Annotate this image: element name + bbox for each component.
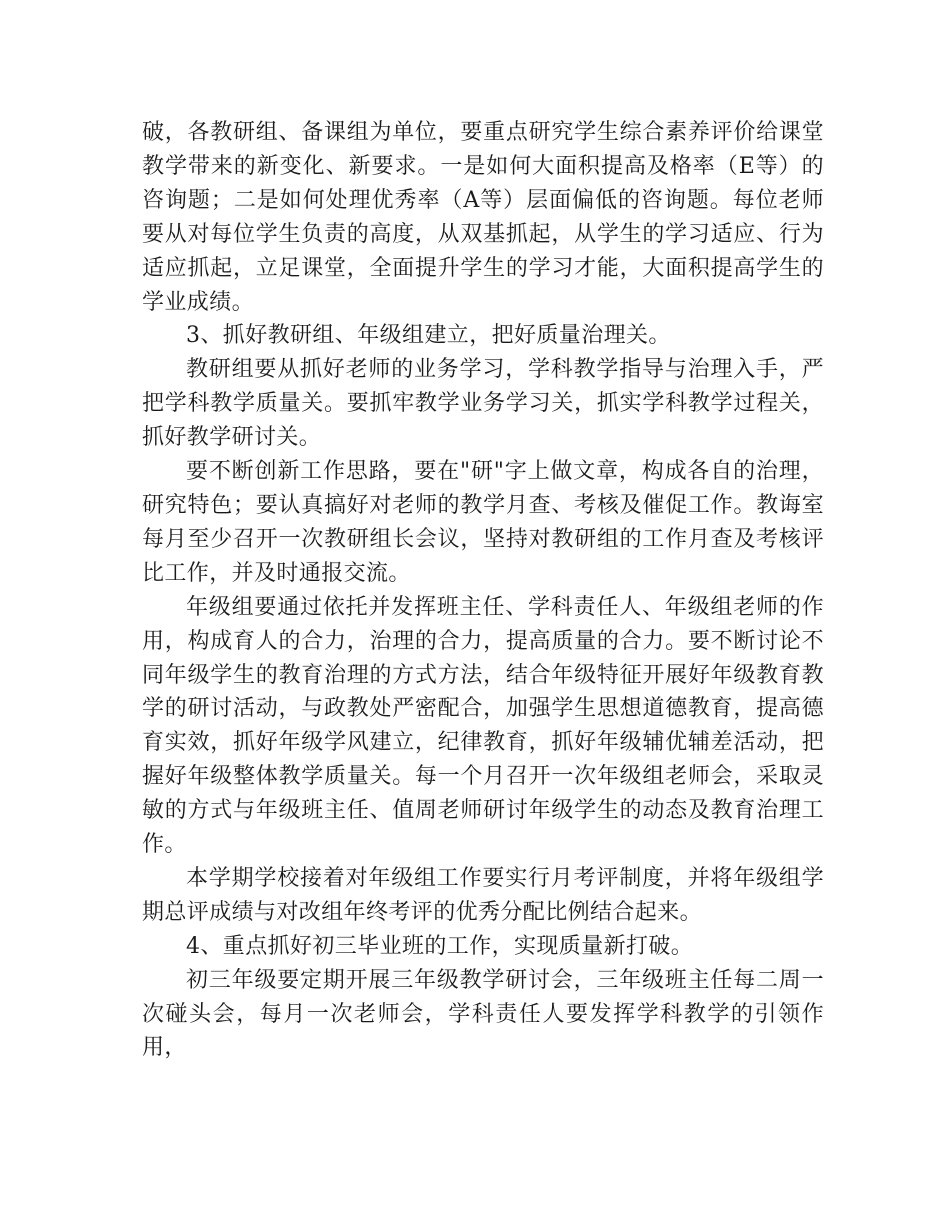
paragraph-2-heading: 3、抓好教研组、年级组建立，把好质量治理关。: [186, 323, 671, 349]
paragraph-6: 本学期学校接着对年级组工作要实行月考评制度，并将年级组学期总评成绩与对改组年终考评的优秀分配比例结合起来。: [142, 865, 824, 925]
body-text: [142, 116, 824, 1065]
paragraph-3: 教研组要从抓好老师的业务学习，学科教学指导与治理入手，严把学科教学质量关。要抓牢教学业务学习关，抓实学科教学过程关，抓好教学研讨关。: [142, 357, 824, 451]
paragraph-7-heading: 4、重点抓好初三毕业班的工作，实现质量新打破。: [186, 933, 694, 959]
paragraph-1: 破，各教研组、备课组为单位，要重点研究学生综合素养评价给课堂教学带来的新变化、新要求。一是如何大面积提高及格率（E等）的咨询题；二是如何处理优秀率（A等）层面偏低的咨询题。每位老师要从对每位学生负责的高度，从双基抓起，从学生的学习适应、行为适应抓起，立足课堂，全面提升学生的学习才能，大面积提高学生的学业成绩。: [142, 120, 824, 315]
paragraph-8: 初三年级要定期开展三年级教学研讨会，三年级班主任每二周一次碰头会，每月一次老师会，学科责任人要发挥学科教学的引领作用，: [142, 967, 824, 1061]
paragraph-4: 要不断创新工作思路，要在"研"字上做文章，构成各自的治理，研究特色；要认真搞好对老师的教学月查、考核及催促工作。教诲室每月至少召开一次教研组长会议，坚持对教研组的工作月查及考核评比工作，并及时通报交流。: [142, 459, 824, 586]
paragraph-5: 年级组要通过依托并发挥班主任、学科责任人、年级组老师的作用，构成育人的合力，治理的合力，提高质量的合力。要不断讨论不同年级学生的教育治理的方式方法，结合年级特征开展好年级教育教学的研讨活动，与政教处严密配合，加强学生思想道德教育，提高德育实效，抓好年级学风建立，纪律教育，抓好年级辅优辅差活动，把握好年级整体教学质量关。每一个月召开一次年级组老师会，采取灵敏的方式与年级班主任、值周老师研讨年级学生的动态及教育治理工作。: [142, 594, 824, 858]
